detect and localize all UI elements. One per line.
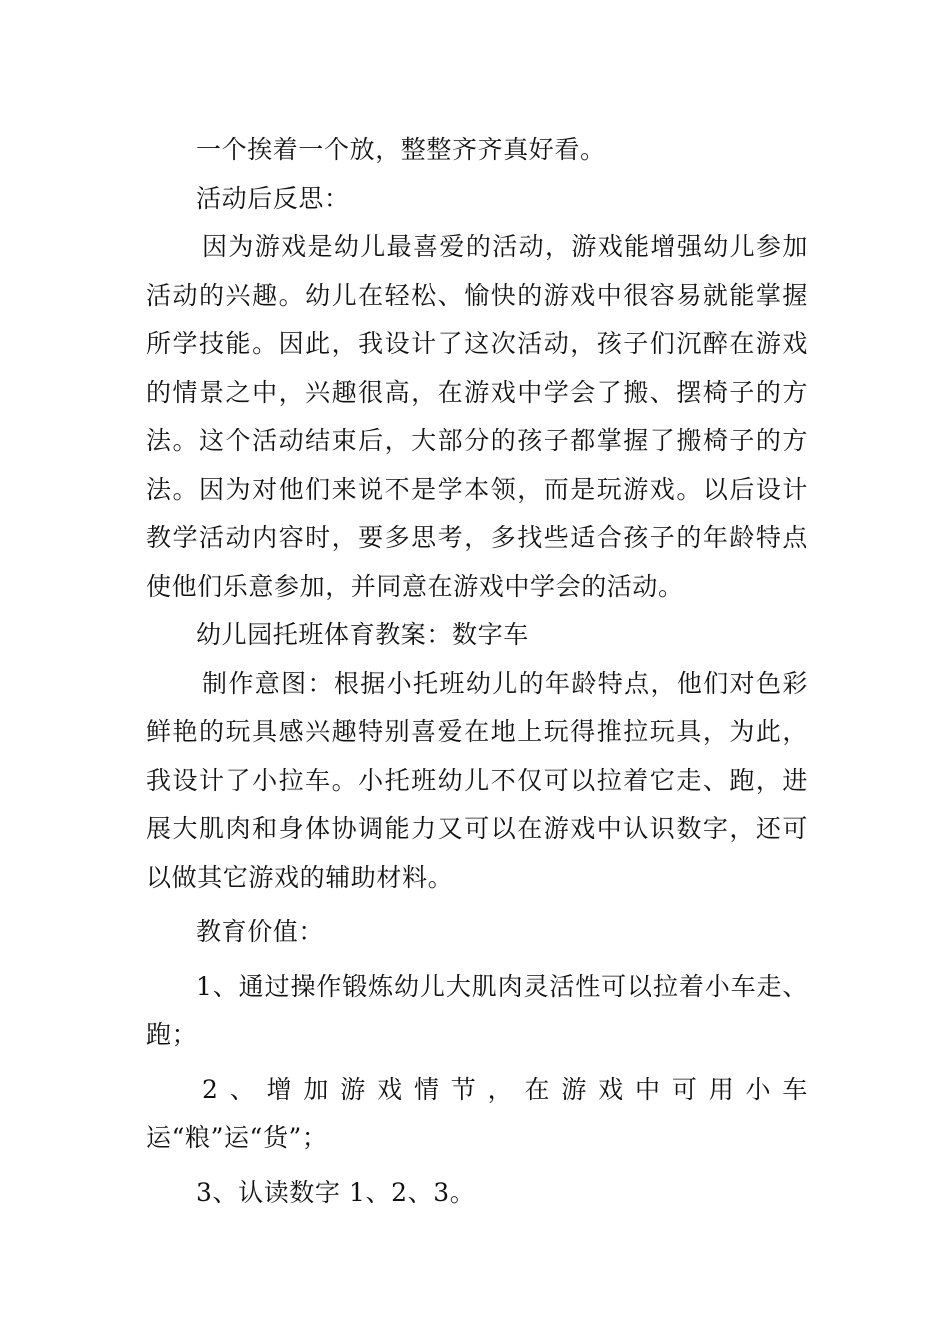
paragraph-reflection-body: 因为游戏是幼儿最喜爱的活动，游戏能增强幼儿参加活动的兴趣。幼儿在轻松、愉快的游戏中很容易就能掌握所学技能。因此，我设计了这次活动，孩子们沉醉在游戏的情景之中，兴趣很高，在游戏中学会了搬、摆椅子的方法。这个活动结束后，大部分的孩子都掌握了搬椅子的方法。因为对他们来说不是学本领，而是玩游戏。以后设计教学活动内容时，要多思考，多找些适合孩子的年龄特点使他们乐意参加，并同意在游戏中学会的活动。 — [146, 232, 808, 601]
list-item-3: 3、认读数字 1、2、3。 — [196, 1177, 476, 1207]
paragraph-design-intent: 制作意图：根据小托班幼儿的年龄特点，他们对色彩鲜艳的玩具感兴趣特别喜爱在地上玩得推拉玩具，为此，我设计了小拉车。小托班幼儿不仅可以拉着它走、跑，进展大肌肉和身体协调能力又可以在游戏中认识数字，还可以做其它游戏的辅助材料。 — [146, 668, 808, 892]
lesson-title: 幼儿园托班体育教案：数字车 — [196, 620, 529, 649]
paragraph-reflection-heading: 活动后反思： — [196, 183, 350, 213]
paragraph-1: 一个挨着一个放，整整齐齐真好看。 — [196, 135, 606, 164]
paragraph-education-value-heading: 教育价值： — [196, 917, 325, 946]
list-item-2: 2、增加游戏情节，在游戏中可用小车运“粮”运“货”； — [146, 1074, 808, 1152]
document-body — [146, 126, 808, 1217]
list-item-1: 1、通过操作锻炼幼儿大肌肉灵活性可以拉着小车走、跑； — [146, 971, 808, 1049]
